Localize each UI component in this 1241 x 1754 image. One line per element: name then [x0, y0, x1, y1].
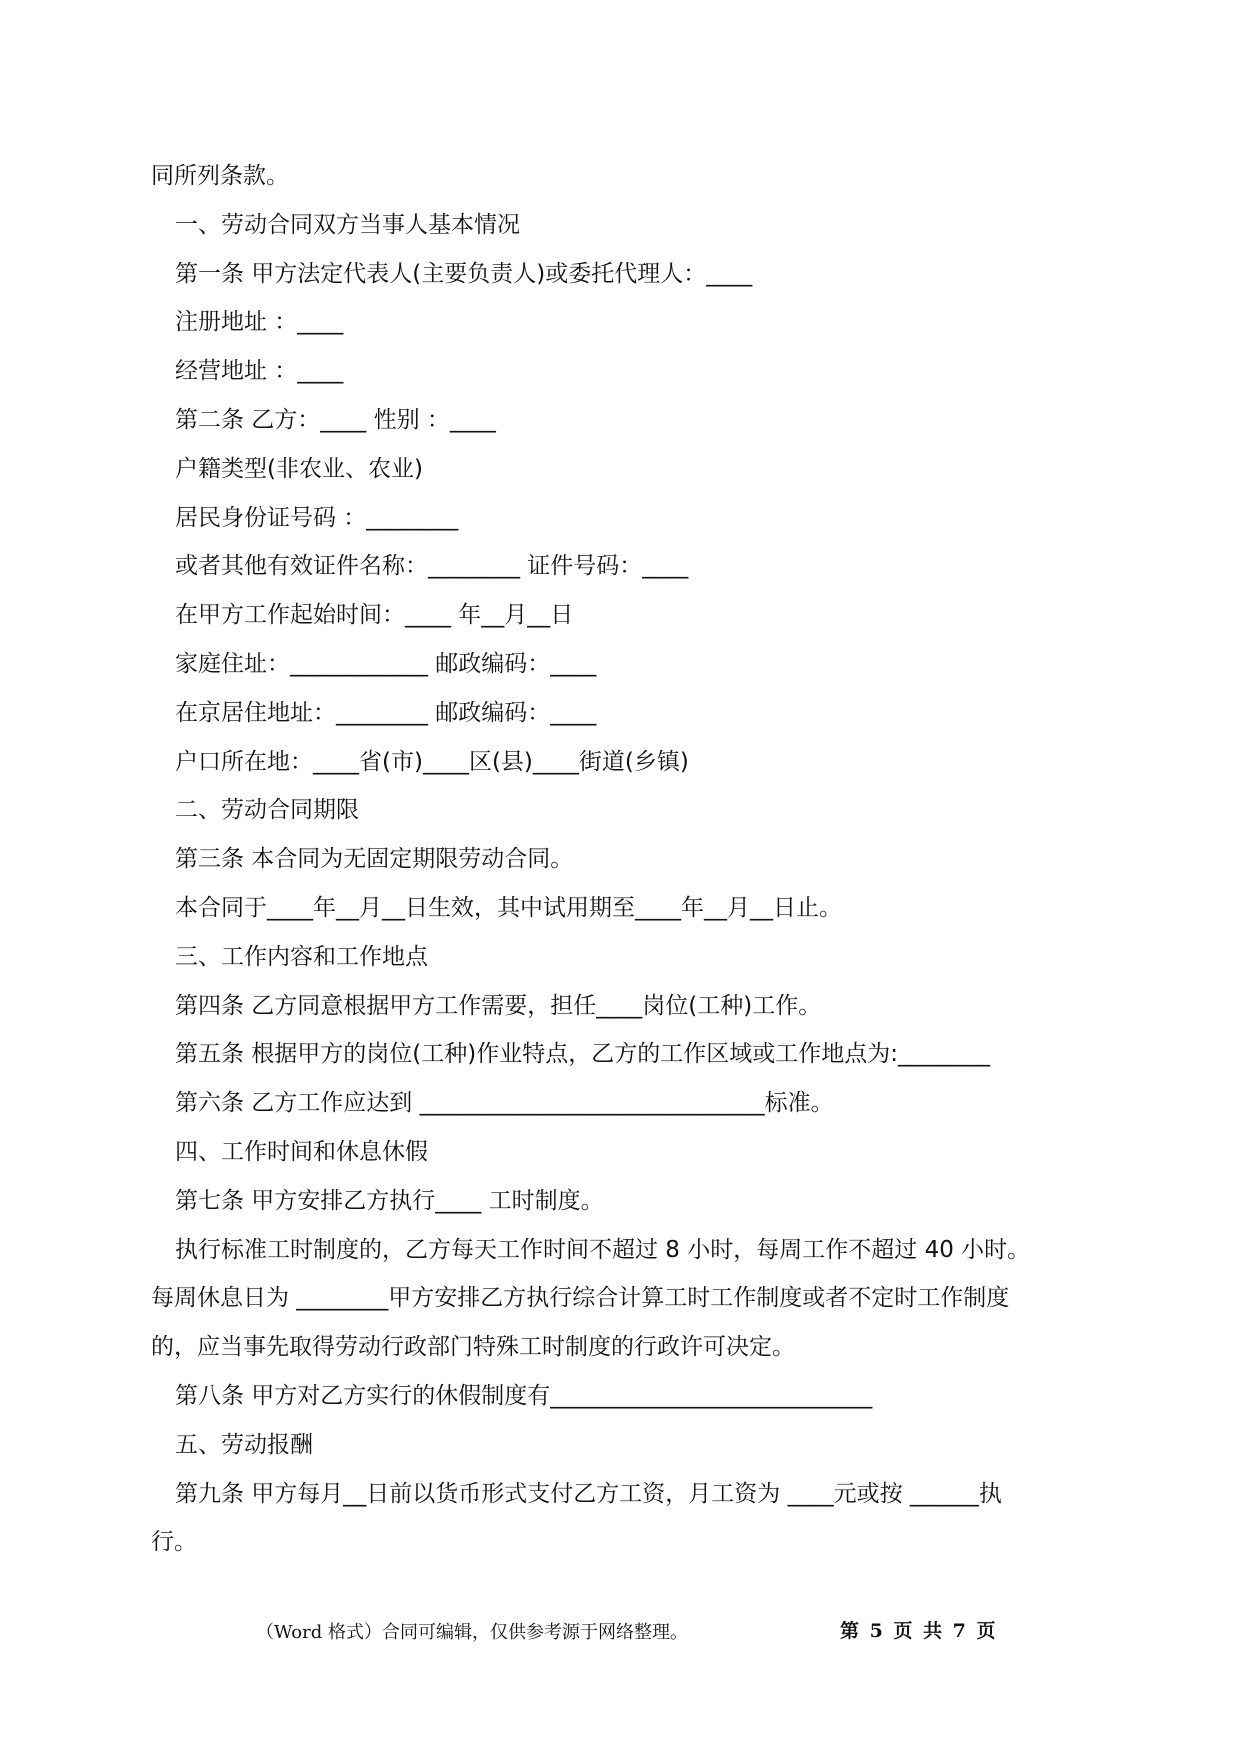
text-line: 注册地址 ：____ [175, 309, 344, 336]
text-line: 第三条 本合同为无固定期限劳动合同。 [175, 846, 574, 873]
text-line: 第五条 根据甲方的岗位(工种)作业特点，乙方的工作区域或工作地点为:________ [175, 1041, 991, 1068]
text-line: 家庭住址：____________ 邮政编码：____ [175, 650, 597, 677]
text-line: 本合同于____年__月__日生效，其中试用期至____年__月__日止。 [175, 894, 842, 921]
footer-note: （Word 格式）合同可编辑，仅供参考源于网络整理。 [256, 1622, 688, 1643]
text-line: 的，应当事先取得劳动行政部门特殊工时制度的行政许可决定。 [151, 1334, 795, 1361]
text-line: 四、工作时间和休息休假 [175, 1138, 428, 1165]
text-line: 居民身份证号码 ：________ [175, 504, 459, 531]
text-line: 第一条 甲方法定代表人(主要负责人)或委托代理人：____ [175, 260, 753, 287]
text-line: 五、劳动报酬 [175, 1431, 313, 1458]
text-line: 行。 [151, 1529, 197, 1556]
document-body [151, 152, 1097, 1567]
text-line: 执行标准工时制度的，乙方每天工作时间不超过 8 小时，每周工作不超过 40 小时。 [175, 1236, 1031, 1263]
text-line: 或者其他有效证件名称：________ 证件号码：____ [175, 553, 689, 580]
text-line: 每周休息日为 ________甲方安排乙方执行综合计算工时工作制度或者不定时工作制度 [151, 1285, 1010, 1312]
text-line: 一、劳动合同双方当事人基本情况 [175, 211, 520, 238]
text-line: 第六条 乙方工作应达到 ______________________________标准。 [175, 1090, 834, 1117]
text-line: 第七条 甲方安排乙方执行____ 工时制度。 [175, 1187, 604, 1214]
text-line: 第四条 乙方同意根据甲方工作需要，担任____岗位(工种)工作。 [175, 992, 822, 1019]
text-line: 户籍类型(非农业、农业) [175, 455, 423, 482]
text-line: 经营地址 ：____ [175, 358, 344, 385]
text-line: 在甲方工作起始时间：____ 年__月__日 [175, 602, 574, 629]
text-line: 第八条 甲方对乙方实行的休假制度有____________________________ [175, 1382, 873, 1409]
text-line: 三、工作内容和工作地点 [175, 943, 428, 970]
text-line: 同所列条款。 [151, 163, 289, 189]
text-line: 第二条 乙方：____ 性别 ：____ [175, 406, 496, 433]
text-line: 第九条 甲方每月__日前以货币形式支付乙方工资，月工资为 ____元或按 ______执 [175, 1480, 1002, 1507]
text-line: 二、劳动合同期限 [175, 797, 359, 824]
page-number: 第 5 页 共 7 页 [840, 1620, 996, 1642]
text-line: 户口所在地：____省(市)____区(县)____街道(乡镇) [175, 748, 689, 775]
text-line: 在京居住地址：________ 邮政编码：____ [175, 699, 597, 726]
